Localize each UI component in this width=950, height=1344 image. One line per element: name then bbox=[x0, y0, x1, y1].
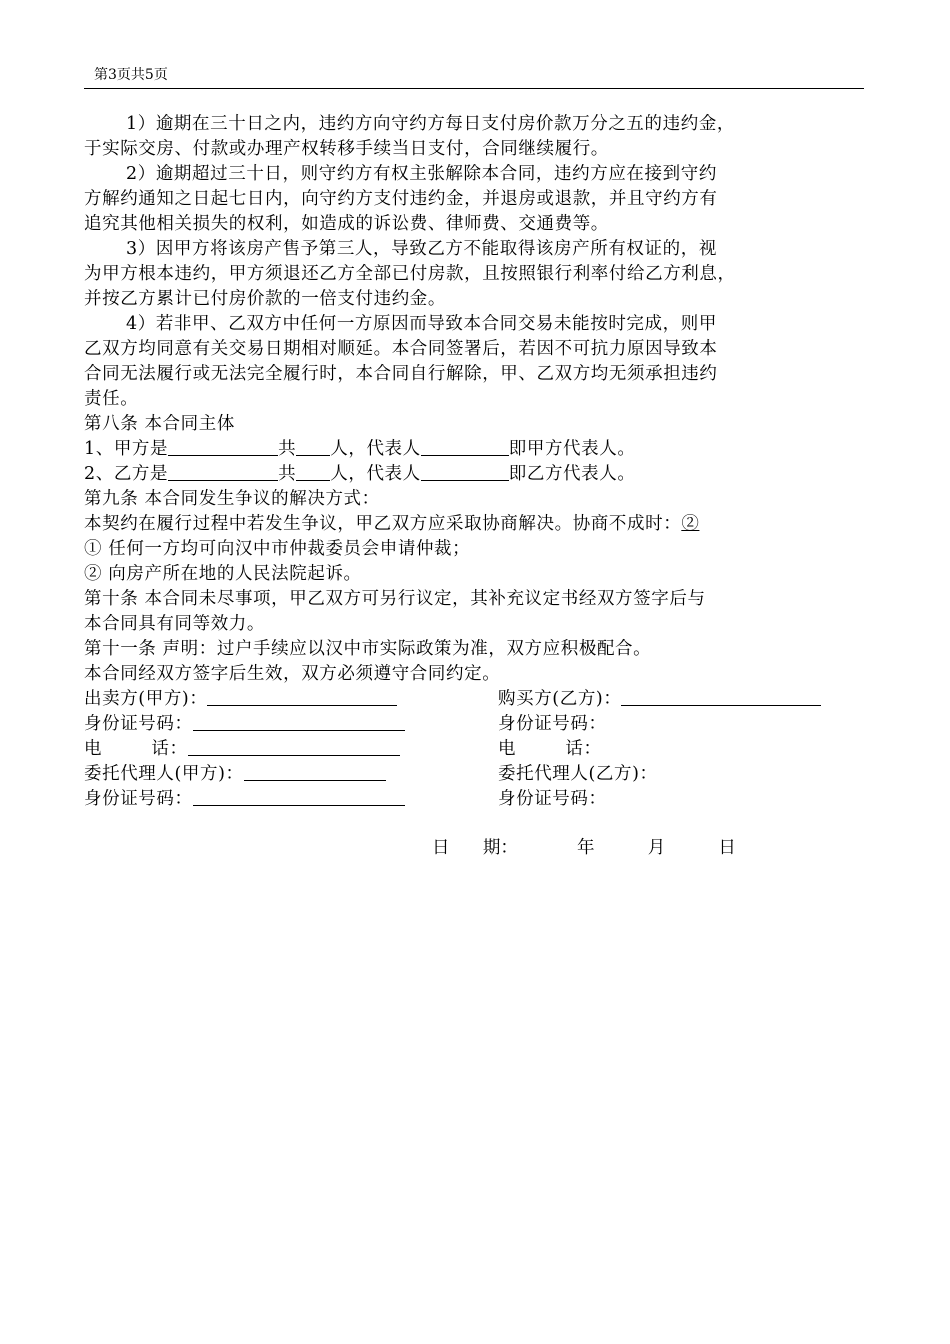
buyer-phone-label: 电 话： bbox=[498, 739, 602, 759]
seller-phone-label: 电 话： bbox=[84, 739, 188, 759]
article-9-intro: 本契约在履行过程中若发生争议，甲乙双方应采取协商解决。协商不成时： bbox=[84, 514, 682, 534]
paragraph-line: 4）若非甲、乙双方中任何一方原因而导致本合同交易未能按时完成，则甲 bbox=[126, 314, 717, 334]
paragraph-line: 于实际交房、付款或办理产权转移手续当日支付，合同继续履行。 bbox=[84, 139, 609, 159]
agent-b-id-label: 身份证号码： bbox=[498, 789, 607, 809]
party-b-prefix: 2、乙方是 bbox=[84, 464, 169, 484]
party-b-name-blank[interactable] bbox=[168, 462, 278, 481]
date-label: 日 期： bbox=[432, 838, 518, 858]
page-number-label: 第3页共5页 bbox=[94, 67, 168, 83]
paragraph-line: 3）因甲方将该房产售予第三人，导致乙方不能取得该房产所有权证的，视 bbox=[126, 239, 717, 259]
paragraph-line: 乙双方均同意有关交易日期相对顺延。本合同签署后，若因不可抗力原因导致本 bbox=[84, 339, 718, 359]
page-header bbox=[84, 66, 864, 89]
party-a-line bbox=[84, 437, 874, 462]
party-b-mid2: 人，代表人 bbox=[330, 464, 421, 484]
buyer-id-label: 身份证号码： bbox=[498, 714, 607, 734]
date-month: 月 bbox=[647, 838, 666, 858]
party-b-mid1: 共 bbox=[278, 464, 297, 484]
agent-a-label: 委托代理人(甲方)： bbox=[84, 764, 244, 784]
article-10-line: 本合同具有同等效力。 bbox=[84, 614, 265, 634]
seller-label: 出卖方(甲方)： bbox=[84, 689, 208, 709]
seller-phone-field[interactable] bbox=[188, 737, 400, 756]
party-a-count-blank[interactable] bbox=[296, 437, 330, 456]
date-line bbox=[432, 834, 736, 859]
buyer-signature-field[interactable] bbox=[621, 687, 821, 706]
date-day: 日 bbox=[718, 838, 736, 858]
paragraph-line: 2）逾期超过三十日，则守约方有权主张解除本合同，违约方应在接到守约 bbox=[126, 164, 717, 184]
article-9-intro-line bbox=[84, 512, 874, 537]
party-a-mid1: 共 bbox=[278, 439, 297, 459]
agent-a-id-field[interactable] bbox=[193, 787, 405, 806]
effective-clause: 本合同经双方签字后生效，双方必须遵守合同约定。 bbox=[84, 664, 501, 684]
agent-a-id-label: 身份证号码： bbox=[84, 789, 193, 809]
signature-row-agent bbox=[84, 762, 874, 787]
seller-signature-field[interactable] bbox=[207, 687, 397, 706]
paragraph-line: 方解约通知之日起七日内，向守约方支付违约金，并退房或退款，并且守约方有 bbox=[84, 189, 718, 209]
party-b-line bbox=[84, 462, 874, 487]
paragraph-line: 合同无法履行或无法完全履行时，本合同自行解除，甲、乙双方均无须承担违约 bbox=[84, 364, 718, 384]
buyer-label: 购买方(乙方)： bbox=[498, 689, 622, 709]
party-a-prefix: 1、甲方是 bbox=[84, 439, 169, 459]
paragraph-line: 并按乙方累计已付房价款的一倍支付违约金。 bbox=[84, 289, 446, 309]
signature-row-phone bbox=[84, 737, 874, 762]
seller-id-field[interactable] bbox=[193, 712, 405, 731]
paragraph-line: 为甲方根本违约，甲方须退还乙方全部已付房款，且按照银行利率付给乙方利息， bbox=[84, 264, 736, 284]
article-10-line: 第十条 本合同未尽事项，甲乙双方可另行议定，其补充议定书经双方签字后与 bbox=[84, 589, 706, 609]
option-arbitration: ① 任何一方均可向汉中市仲裁委员会申请仲裁； bbox=[84, 539, 471, 559]
party-b-count-blank[interactable] bbox=[296, 462, 330, 481]
selected-option: ② bbox=[681, 514, 700, 534]
signature-row-id bbox=[84, 712, 874, 737]
date-year: 年 bbox=[577, 838, 595, 858]
seller-id-label: 身份证号码： bbox=[84, 714, 193, 734]
article-11: 第十一条 声明：过户手续应以汉中市实际政策为准，双方应积极配合。 bbox=[84, 639, 652, 659]
paragraph-line: 1）逾期在三十日之内，违约方向守约方每日支付房价款万分之五的违约金， bbox=[126, 114, 736, 134]
article-8-title: 第八条 本合同主体 bbox=[84, 414, 235, 434]
party-a-rep-blank[interactable] bbox=[421, 437, 509, 456]
agent-a-field[interactable] bbox=[244, 762, 386, 781]
paragraph-line: 追究其他相关损失的权利，如造成的诉讼费、律师费、交通费等。 bbox=[84, 214, 609, 234]
party-b-rep-blank[interactable] bbox=[421, 462, 509, 481]
agent-b-label: 委托代理人(乙方)： bbox=[498, 764, 658, 784]
contract-body bbox=[84, 112, 874, 812]
option-court: ② 向房产所在地的人民法院起诉。 bbox=[84, 564, 362, 584]
signature-row-parties bbox=[84, 687, 874, 712]
paragraph-line: 责任。 bbox=[84, 389, 139, 409]
party-a-name-blank[interactable] bbox=[168, 437, 278, 456]
party-b-suffix: 即乙方代表人。 bbox=[508, 464, 636, 484]
party-a-suffix: 即甲方代表人。 bbox=[508, 439, 636, 459]
signature-row-agent-id bbox=[84, 787, 874, 812]
party-a-mid2: 人，代表人 bbox=[330, 439, 421, 459]
article-9-title: 第九条 本合同发生争议的解决方式： bbox=[84, 489, 380, 509]
